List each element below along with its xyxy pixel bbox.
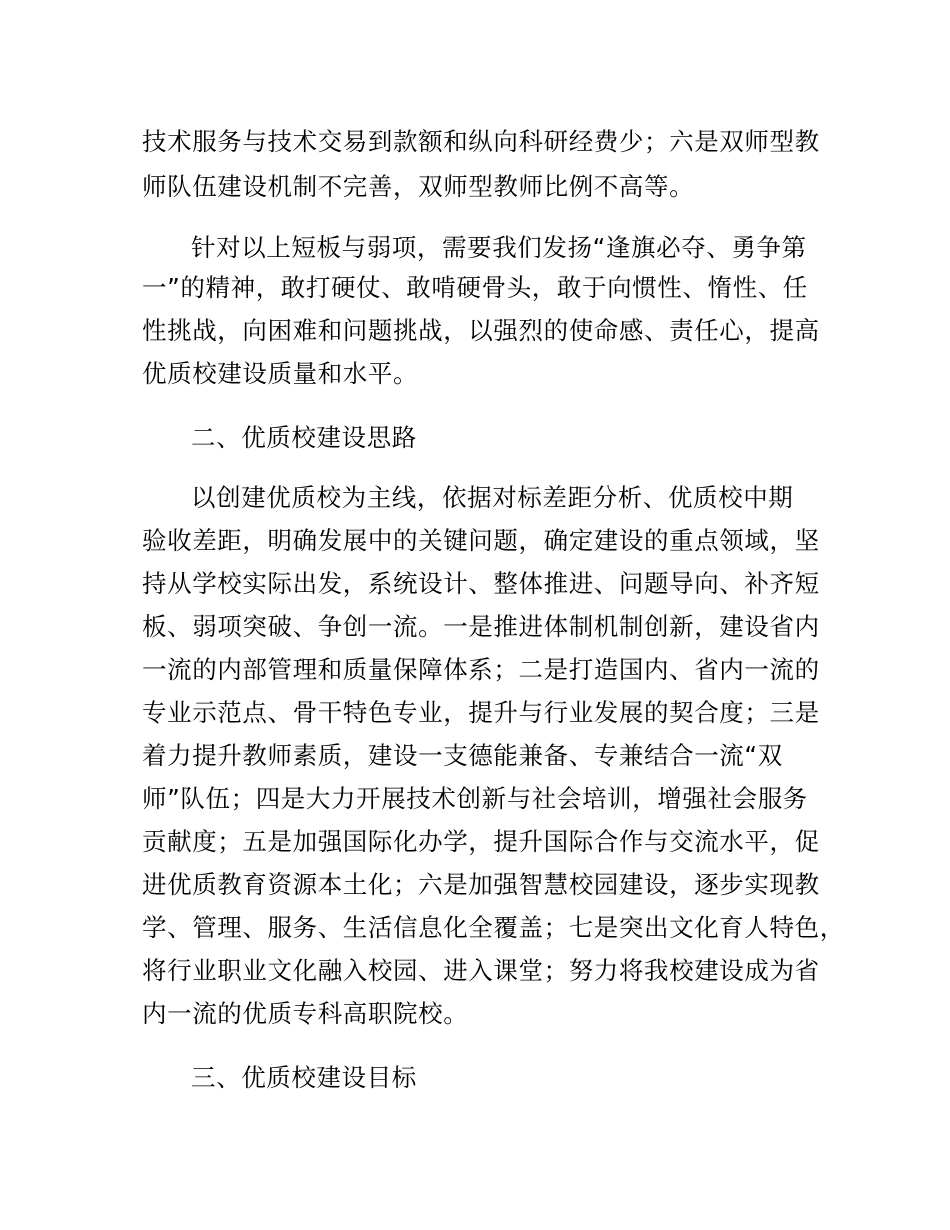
paragraph-3-line-6: 专业示范点、骨干特色专业，提升与行业发展的契合度；三是 [142,698,820,727]
paragraph-3-line-8: 师”队伍；四是大力开展技术创新与社会培训，增强社会服务 [142,784,808,813]
section-heading-3: 三、优质校建设目标 [191,1063,417,1092]
paragraph-2-line-4: 优质校建设质量和水平。 [142,359,419,388]
paragraph-3-line-2: 验收差距，明确发展中的关键问题，确定建设的重点领域，坚 [142,526,820,555]
paragraph-3-line-1: 以创建优质校为主线，依据对标差距分析、优质校中期 [191,483,794,512]
paragraph-1-line-2: 师队伍建设机制不完善，双师型教师比例不高等。 [142,172,695,201]
paragraph-3-line-11: 学、管理、服务、生活信息化全覆盖；七是突出文化育人特色， [142,913,845,942]
paragraph-3-line-10: 进优质教育资源本土化；六是加强智慧校园建设，逐步实现教 [142,870,820,899]
paragraph-3-line-3: 持从学校实际出发，系统设计、整体推进、问题导向、补齐短 [142,569,820,598]
paragraph-3-line-7: 着力提升教师素质，建设一支德能兼备、专兼结合一流“双 [142,741,783,770]
paragraph-1-line-1: 技术服务与技术交易到款额和纵向科研经费少；六是双师型教 [142,127,820,156]
paragraph-2-line-2: 一”的精神，敢打硬仗、敢啃硬骨头，敢于向惯性、惰性、任 [142,273,808,302]
paragraph-3-line-13: 内一流的优质专科高职院校。 [142,999,469,1028]
section-heading-2: 二、优质校建设思路 [191,423,417,452]
paragraph-3-line-5: 一流的内部管理和质量保障体系；二是打造国内、省内一流的 [142,655,820,684]
paragraph-3-line-4: 板、弱项突破、争创一流。一是推进体制机制创新，建设省内 [142,612,820,641]
paragraph-3-line-12: 将行业职业文化融入校园、进入课堂；努力将我校建设成为省 [142,956,820,985]
paragraph-3-line-9: 贡献度；五是加强国际化办学，提升国际合作与交流水平，促 [142,827,820,856]
paragraph-2-line-3: 性挑战，向困难和问题挑战，以强烈的使命感、责任心，提高 [142,316,820,345]
paragraph-2-line-1: 针对以上短板与弱项，需要我们发扬“逢旗必夺、勇争第 [191,233,807,262]
